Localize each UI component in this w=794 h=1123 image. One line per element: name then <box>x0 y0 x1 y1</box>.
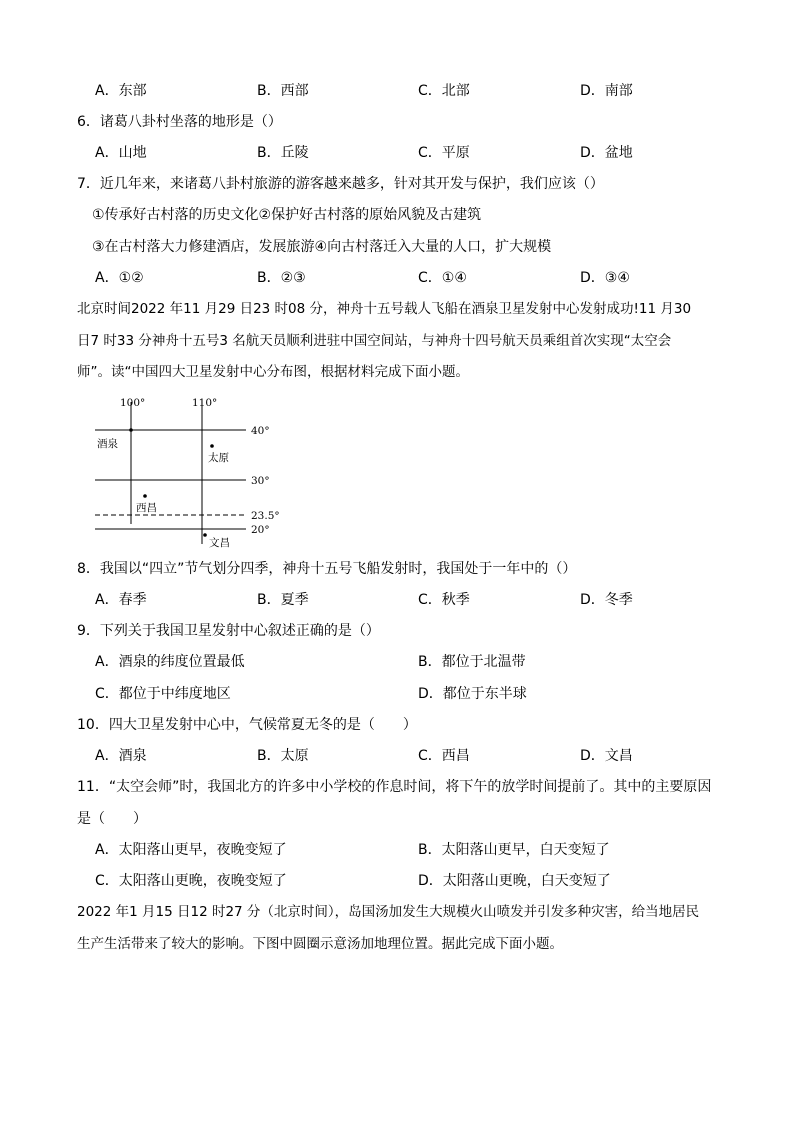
q10-options-row <box>0 745 794 767</box>
q10-option-d: D．文昌 <box>580 748 633 764</box>
q11-option-a: A．太阳落山更早，夜晚变短了 <box>95 842 287 858</box>
q11-option-c: C．太阳落山更晚，夜晚变短了 <box>95 873 287 889</box>
launch-center-map <box>88 394 288 552</box>
q9-stem: 9．下列关于我国卫星发射中心叙述正确的是（） <box>77 623 380 639</box>
q7-statement-1: ①传承好古村落的历史文化②保护好古村落的原始风貌及古建筑 <box>92 207 482 223</box>
passage2-line-1: 2022 年1 月15 日12 时27 分（北京时间），岛国汤加发生大规模火山喷发并引发多种灾害，给当地居民 <box>77 904 700 920</box>
q5-option-d: D．南部 <box>580 83 633 99</box>
longitude-label-110: 110° <box>192 397 218 409</box>
q7-option-c: C．①④ <box>418 270 467 286</box>
xichang-dot <box>143 494 147 498</box>
q9-options-row-2 <box>0 683 794 705</box>
q6-option-d: D．盆地 <box>580 145 633 161</box>
passage2-line-2: 生产生活带来了较大的影响。下图中圆圈示意汤加地理位置。据此完成下面小题。 <box>77 936 563 952</box>
q9-option-d: D．都位于东半球 <box>418 686 527 702</box>
q7-option-a: A．①② <box>95 270 144 286</box>
jiuquan-dot <box>129 428 133 432</box>
q11-stem-line-2: 是（ ） <box>77 811 147 827</box>
q6-option-c: C．平原 <box>418 145 470 161</box>
latitude-label-30: 30° <box>251 475 270 487</box>
q6-option-b: B．丘陵 <box>257 145 309 161</box>
q9-option-b: B．都位于北温带 <box>418 654 526 670</box>
q8-option-b: B．夏季 <box>257 592 309 608</box>
q11-options-row-1 <box>0 839 794 861</box>
q6-option-a: A．山地 <box>95 145 147 161</box>
q8-stem: 8．我国以“四立”节气划分四季，神舟十五号飞船发射时，我国处于一年中的（） <box>77 561 577 577</box>
q6-options-row <box>0 142 794 164</box>
latitude-label-23-5: 23.5° <box>251 510 280 522</box>
q7-options-row <box>0 267 794 289</box>
q8-option-d: D．冬季 <box>580 592 633 608</box>
taiyuan-dot <box>210 444 214 448</box>
q5-option-b: B．西部 <box>257 83 309 99</box>
q7-stem: 7．近几年来，来诸葛八卦村旅游的游客越来越多，针对其开发与保护，我们应该（） <box>77 176 604 192</box>
jiuquan-label: 酒泉 <box>97 438 118 450</box>
q9-option-a: A．酒泉的纬度位置最低 <box>95 654 245 670</box>
q10-option-b: B．太原 <box>257 748 309 764</box>
q10-stem: 10．四大卫星发射中心中，气候常夏无冬的是（ ） <box>77 717 417 733</box>
q9-options-row-1 <box>0 651 794 673</box>
wenchang-dot <box>203 533 207 537</box>
passage1-line-2: 日7 时33 分神舟十五号3 名航天员顺利进驻中国空间站，与神舟十四号航天员乘组首次实现“太空会 <box>77 333 672 349</box>
q11-stem-line-1: 11．“太空会师”时，我国北方的许多中小学校的作息时间，将下午的放学时间提前了。其中的主要原因 <box>77 779 712 795</box>
q8-option-c: C．秋季 <box>418 592 470 608</box>
q11-option-b: B．太阳落山更早，白天变短了 <box>418 842 610 858</box>
q11-options-row-2 <box>0 870 794 892</box>
q5-options-row <box>0 80 794 102</box>
latitude-label-40: 40° <box>251 425 270 437</box>
taiyuan-label: 太原 <box>208 452 229 464</box>
q5-option-a: A．东部 <box>95 83 147 99</box>
passage1-line-1: 北京时间2022 年11 月29 日23 时08 分，神舟十五号载人飞船在酒泉卫星发射中心发射成功!11 月30 <box>77 301 692 317</box>
q8-option-a: A．春季 <box>95 592 147 608</box>
wenchang-label: 文昌 <box>209 537 230 549</box>
q6-stem: 6．诸葛八卦村坐落的地形是（） <box>77 114 282 130</box>
q7-option-b: B．②③ <box>257 270 306 286</box>
latitude-label-20: 20° <box>251 524 270 536</box>
q10-option-c: C．西昌 <box>418 748 470 764</box>
q10-option-a: A．酒泉 <box>95 748 147 764</box>
q7-option-d: D．③④ <box>580 270 630 286</box>
q7-statement-2: ③在古村落大力修建酒店，发展旅游④向古村落迁入大量的人口，扩大规模 <box>92 239 552 255</box>
q9-option-c: C．都位于中纬度地区 <box>95 686 231 702</box>
q11-option-d: D．太阳落山更晚，白天变短了 <box>418 873 611 889</box>
xichang-label: 西昌 <box>136 502 157 514</box>
q8-options-row <box>0 589 794 611</box>
passage1-line-3: 师”。读“中国四大卫星发射中心分布图，根据材料完成下面小题。 <box>77 364 469 380</box>
longitude-label-100: 100° <box>120 397 146 409</box>
q5-option-c: C．北部 <box>418 83 470 99</box>
